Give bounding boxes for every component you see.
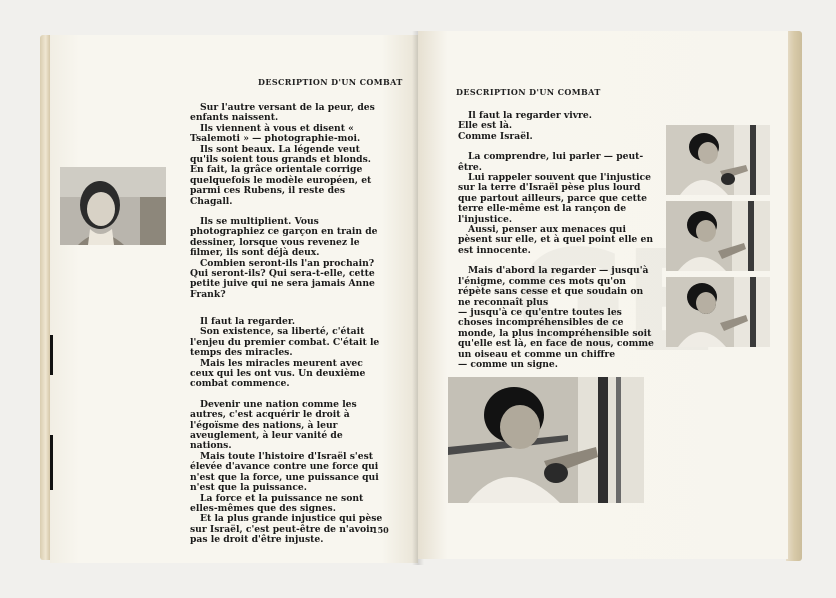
paragraph: Devenir une nation comme les autres, c'est acquérir le droit à l'égoïsme des nations, à leur aveuglement, à leur vanité de nations. bbox=[190, 398, 357, 452]
paragraph: Aussi, penser aux menaces qui pèsent sur elle, et à quel point elle en est innocente. bbox=[458, 224, 654, 256]
paragraph: Comme Israël. bbox=[458, 130, 533, 142]
paragraph: Elle est là. bbox=[458, 120, 513, 132]
paragraph: — comme un signe. bbox=[458, 358, 558, 370]
paragraph: Sur l'autre versant de la peur, des enfants naissent. bbox=[190, 102, 375, 124]
paragraph: Mais d'abord la regarder — jusqu'à l'énigme, comme ces mots qu'on répète sans cesse et que soudain on ne reconnaît plus bbox=[458, 265, 649, 308]
right-text-block bbox=[458, 111, 658, 370]
page-number: 150 bbox=[372, 525, 389, 535]
paragraph: Et la plus grande injustice qui pèse sur Israël, c'est peut-être de n'avoir pas le droit d'être injuste. bbox=[190, 513, 383, 546]
paragraph: Son existence, sa liberté, c'était l'enjeu du premier combat. C'était le temps des miracles. bbox=[190, 326, 380, 359]
smiling-girl-photo bbox=[60, 167, 166, 245]
paragraph: Ils se multiplient. Vous photographiez ce garçon en train de dessiner, lorsque vous revenez le filmer, ils sont déjà deux. bbox=[190, 216, 378, 259]
left-page bbox=[50, 35, 418, 563]
paragraph: Il faut la regarder. bbox=[200, 316, 296, 327]
paragraph: Lui rappeler souvent que l'injustice sur la terre d'Israël pèse plus lourd que partout ailleurs, parce que cette terre elle-même est la rançon de l'injustice. bbox=[458, 172, 651, 225]
right-running-head: DESCRIPTION D'UN COMBAT bbox=[456, 87, 601, 97]
drawing-girl-photo-2 bbox=[666, 201, 770, 271]
left-text-block-3 bbox=[190, 317, 386, 546]
paragraph: La comprendre, lui parler — peut-être. bbox=[458, 151, 644, 173]
paragraph: Combien seront-ils l'an prochain? Qui seront-ils? Qui sera-t-elle, cette petite juive qui ne sera jamais Anne Frank? bbox=[190, 257, 375, 300]
left-text-block-2 bbox=[190, 217, 386, 300]
left-text-block-1 bbox=[190, 103, 386, 207]
open-book bbox=[40, 25, 802, 565]
paragraph: Ils viennent à vous et disent « Tsalemoti » — photographie-moi. bbox=[190, 122, 361, 145]
paragraph: Mais les miracles meurent avec ceux qui les ont vus. Un deuxième combat commence. bbox=[190, 357, 366, 390]
paragraph: La force et la puissance ne sont elles-mêmes que des signes. bbox=[190, 492, 364, 514]
paragraph: Ils sont beaux. La légende veut qu'ils soient tous grands et blonds. En fait, la grâce orientale corrige quelquefois le modèle européen, et parmi ces Rubens, il reste des Chagall. bbox=[190, 143, 372, 207]
left-running-head: DESCRIPTION D'UN COMBAT bbox=[258, 77, 403, 87]
drawing-girl-photo-1 bbox=[666, 125, 770, 195]
drawing-girl-photo-3 bbox=[666, 277, 770, 347]
bleed-edge bbox=[50, 435, 53, 490]
right-page-edges bbox=[786, 31, 802, 561]
paragraph: Mais toute l'histoire d'Israël s'est élevée d'avance contre une force qui n'est que la force, une puissance qui n'est que la puissance. bbox=[190, 450, 379, 494]
right-page bbox=[418, 31, 788, 559]
paragraph: — jusqu'à ce qu'entre toutes les choses incompréhensibles de ce monde, la plus incompréhensible soit qu'elle est là, en face de nous, comme un oiseau et comme un chiffre bbox=[458, 306, 654, 360]
bleed-edge bbox=[50, 335, 53, 375]
drawing-girl-large-photo bbox=[448, 377, 644, 503]
paragraph: Il faut la regarder vivre. bbox=[468, 110, 592, 121]
